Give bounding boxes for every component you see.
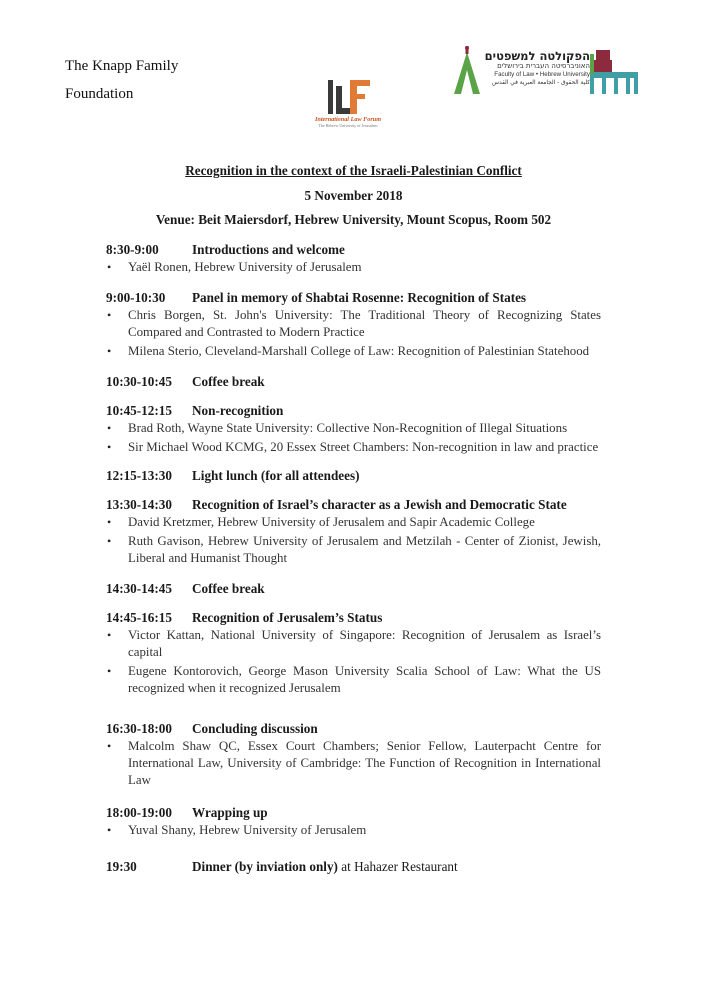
bullet-icon: • — [107, 823, 112, 837]
session-title-text: Concluding discussion — [192, 721, 318, 736]
bullet-icon: • — [107, 421, 112, 435]
session-title-text: Coffee break — [192, 581, 265, 596]
session-header — [106, 240, 601, 259]
session-title — [192, 401, 601, 420]
session-time: 10:45-12:15 — [106, 403, 172, 418]
session — [106, 240, 601, 276]
session-title-text: Introductions and welcome — [192, 242, 345, 257]
speaker-list — [106, 307, 601, 360]
session-title — [192, 857, 601, 876]
speaker-text: Brad Roth, Wayne State University: Collective Non-Recognition of Illegal Situations — [128, 421, 568, 435]
event-venue: Venue: Beit Maiersdorf, Hebrew University, Mount Scopus, Room 502 — [155, 212, 552, 227]
foundation-line-2: Foundation — [65, 86, 134, 102]
speaker-list-item — [106, 533, 601, 567]
session-title-text: Recognition of Israel’s character as a Jewish and Democratic State — [192, 497, 567, 512]
session-time: 8:30-9:00 — [106, 242, 159, 257]
speaker-text: Milena Sterio, Cleveland-Marshall College of Law: Recognition of Palestinian Statehood — [128, 344, 590, 358]
session-header — [106, 288, 601, 307]
session — [106, 288, 601, 360]
faculty-of-law-logo — [450, 46, 640, 100]
speaker-list — [106, 420, 601, 456]
bullet-icon: • — [107, 628, 112, 642]
session — [106, 495, 601, 567]
event-date: 5 November 2018 — [304, 188, 403, 203]
session — [106, 401, 601, 456]
session — [106, 372, 601, 391]
session-title — [192, 719, 601, 738]
speaker-text: Sir Michael Wood KCMG, 20 Essex Street Chambers: Non-recognition in law and practice — [128, 440, 599, 454]
session — [106, 857, 601, 876]
session-time: 18:00-19:00 — [106, 805, 172, 820]
speaker-list-item — [106, 259, 601, 276]
bullet-icon: • — [107, 664, 112, 678]
session-header — [106, 579, 601, 598]
event-title: Recognition in the context of the Israeli-Palestinian Conflict — [185, 163, 522, 178]
speaker-text: Eugene Kontorovich, George Mason University Scalia School of Law: What the US recognized when it recognized Jerusalem — [128, 664, 601, 695]
ilf-letters-icon — [310, 76, 386, 116]
university-hebrew-name: האוניברסיטה העברית בירושלים — [497, 62, 590, 70]
session — [106, 466, 601, 485]
bullet-icon: • — [107, 534, 112, 548]
faculty-arabic-name: كلية الحقوق - الجامعة العبرية في القدس — [492, 80, 590, 86]
ilf-subtitle: The Hebrew University of Jerusalem — [318, 123, 378, 128]
faculty-hebrew-name: הפקולטה למשפטים — [484, 49, 590, 63]
ilf-logo — [310, 76, 386, 142]
session-title-text: Light lunch (for all attendees) — [192, 468, 360, 483]
session-title — [192, 240, 601, 259]
speaker-text: Victor Kattan, National University of Singapore: Recognition of Jerusalem as Israel’s capital — [128, 628, 601, 659]
session-time: 14:45-16:15 — [106, 610, 172, 625]
session — [106, 719, 601, 789]
ilf-name: International Law Forum — [314, 116, 382, 123]
session-header — [106, 466, 601, 485]
session-title — [192, 495, 601, 514]
schedule — [106, 240, 601, 876]
speaker-text: Ruth Gavison, Hebrew University of Jerusalem and Metzilah - Center of Zionist, Jewish, Liberal and Humanist Thought — [128, 534, 601, 565]
session-header — [106, 857, 601, 876]
session-time: 19:30 — [106, 859, 137, 874]
session-title — [192, 372, 601, 391]
session-title — [192, 466, 601, 485]
speaker-list — [106, 514, 601, 567]
session-header — [106, 401, 601, 420]
session — [106, 579, 601, 598]
session-time: 14:30-14:45 — [106, 581, 172, 596]
session-header — [106, 608, 601, 627]
session-title — [192, 579, 601, 598]
session-title-text: Panel in memory of Shabtai Rosenne: Recognition of States — [192, 290, 527, 305]
speaker-list-item — [106, 822, 601, 839]
speaker-text: Yuval Shany, Hebrew University of Jerusalem — [128, 823, 367, 837]
session-title-text: Recognition of Jerusalem’s Status — [192, 610, 383, 625]
session-time: 13:30-14:30 — [106, 497, 172, 512]
session — [106, 608, 601, 697]
foundation-line-1: The Knapp Family — [65, 58, 179, 74]
speaker-list-item — [106, 343, 601, 360]
speaker-list-item — [106, 307, 601, 341]
bullet-icon: • — [107, 440, 112, 454]
session-header — [106, 372, 601, 391]
session-header — [106, 719, 601, 738]
session-header — [106, 495, 601, 514]
speaker-list — [106, 259, 601, 276]
speaker-list — [106, 627, 601, 697]
session — [106, 803, 601, 839]
session-time: 10:30-10:45 — [106, 374, 172, 389]
bullet-icon: • — [107, 739, 112, 753]
session-title-text: Wrapping up — [192, 805, 268, 820]
speaker-list-item — [106, 627, 601, 661]
faculty-english-name: Faculty of Law • Hebrew University — [494, 71, 590, 78]
speaker-text: Yaël Ronen, Hebrew University of Jerusalem — [128, 260, 362, 274]
bullet-icon: • — [107, 515, 112, 529]
session-note: at Hahazer Restaurant — [337, 859, 458, 874]
session-title — [192, 608, 601, 627]
speaker-list-item — [106, 738, 601, 789]
session-header — [106, 803, 601, 822]
session-time: 16:30-18:00 — [106, 721, 172, 736]
speaker-text: David Kretzmer, Hebrew University of Jerusalem and Sapir Academic College — [128, 515, 535, 529]
speaker-list — [106, 822, 601, 839]
speaker-text: Malcolm Shaw QC, Essex Court Chambers; Senior Fellow, Lauterpacht Centre for International Law, University of Cambridge: The Function of Recognition in International Law — [128, 739, 601, 787]
speaker-text: Chris Borgen, St. John's University: The Traditional Theory of Recognizing States Compared and Contrasted to Modern Practice — [128, 308, 601, 339]
session-title-text: Dinner (by inviation only) — [192, 859, 338, 874]
session-title-text: Non-recognition — [192, 403, 284, 418]
speaker-list-item — [106, 420, 601, 437]
bullet-icon: • — [107, 260, 112, 274]
session-title-text: Coffee break — [192, 374, 265, 389]
bullet-icon: • — [107, 344, 112, 358]
session-title — [192, 803, 601, 822]
speaker-list-item — [106, 439, 601, 456]
session-title — [192, 288, 601, 307]
speaker-list — [106, 738, 601, 789]
knapp-foundation-name — [65, 52, 178, 108]
speaker-list-item — [106, 514, 601, 531]
speaker-list-item — [106, 663, 601, 697]
session-time: 12:15-13:30 — [106, 468, 172, 483]
session-time: 9:00-10:30 — [106, 290, 166, 305]
building-arches-icon — [588, 46, 640, 100]
bullet-icon: • — [107, 308, 112, 322]
huji-emblem-icon — [450, 46, 484, 100]
